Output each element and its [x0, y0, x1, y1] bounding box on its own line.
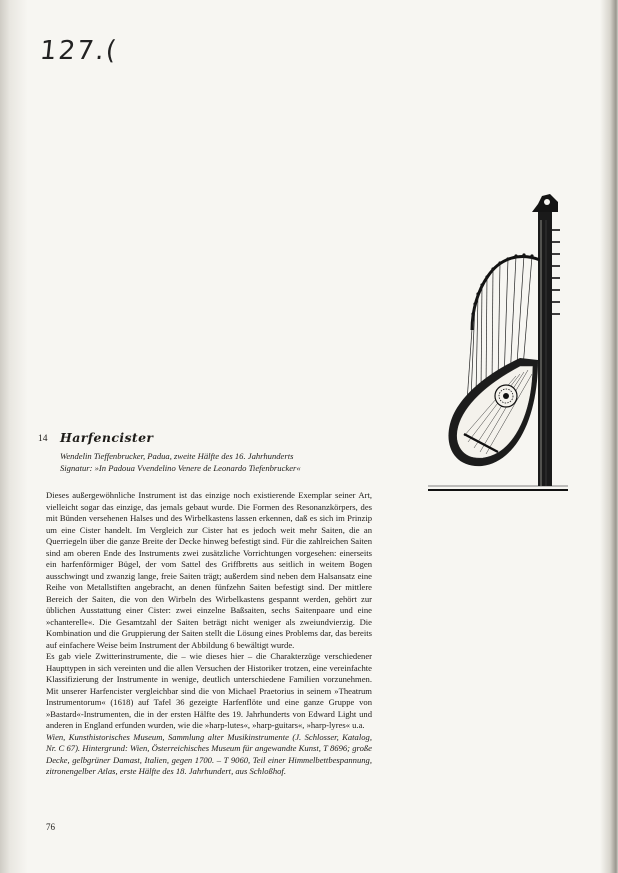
- body-text: [46, 490, 372, 778]
- scan-shadow-left: [0, 0, 30, 873]
- figure-caption-maker: Wendelin Tieffenbrucker, Padua, zweite Hälfte des 16. Jahrhunderts: [60, 451, 294, 461]
- figure-caption-signature: Signatur: »In Padoua Vvendelino Venere de Leonardo Tiefenbrucker«: [60, 463, 301, 473]
- body-paragraph: Dieses außergewöhnliche Instrument ist das einzige noch existierende Exemplar seiner Art, vielleicht sogar das einzige, das jemals gebaut wurde. Die Formen des Resonanzkörpers, des mit Bünden versehenen Halses und des Wirbelkastens lassen erkennen, daß es sich im Prinzip um eine Cister handelt. Im Vergleich zur Cister hat es jedoch weit mehr Saiten, die an Querriegeln über die ganze Breite der Decke hinweg befestigt sind. Für die zahlreichen Saiten sind am oberen Ende des Instruments zwei zusätzliche Vorrichtungen vorgesehen: einerseits ein harfenförmiger Bügel, der vom Sattel des Griffbretts aus seitlich in weitem Bogen ausschwingt und zwanzig lange, freie Saiten trägt; außerdem sind neben dem Halsansatz eine Reihe von Metallstiften angebracht, an denen fünfzehn Saiten befestigt sind. Der mittlere Bereich der Saiten, die von den Wirbeln des Wirbelkastens gespannt werden, gehört zur üblichen Ausstattung einer Cister: zwei einzelne Baßsaiten, sechs Saitenpaare und eine »chanterelle«. Die Gesamtzahl der Saiten beträgt nicht weniger als zweiundvierzig. Die Kombination und die Gruppierung der Saiten stellt die Lösung eines Problems dar, das bereits auf einfachere Weise beim Instrument der Abbildung 6 bewältigt wurde.: [46, 490, 372, 650]
- handwritten-note: 127.(: [38, 36, 120, 66]
- page-number: 76: [46, 822, 55, 832]
- harp-cittern-engraving-icon: [420, 190, 570, 500]
- scan-shadow-right: [600, 0, 618, 873]
- body-paragraph: Es gab viele Zwitterinstrumente, die – wie dieses hier – die Charakterzüge verschiedener Haupttypen in sich vereinten und die allen Versuchen der Historiker trotzen, eine vereinfachte Klassifizierung der Instrumente in wenige, deutlich unterschiedene Familien vorzunehmen. Mit unserer Harfencister vergleichbar sind die von Michael Praetorius in seinem »Theatrum Instrumentorum« (1618) auf Tafel 36 gezeigte Harfenflöte und eine ganze Gruppe von »Bastard«-Instrumenten, die in der ersten Hälfte des 19. Jahrhunderts von Edward Light und anderen in England erfunden wurden, wie die »harp-lutes«, »harp-guitars«, »harp-lyres« u.a.: [46, 651, 372, 730]
- figure-number: 14: [38, 434, 48, 444]
- figure-title: Harfencister: [60, 430, 154, 445]
- collection-reference: Wien, Kunsthistorisches Museum, Sammlung alter Musikinstrumente (J. Schlosser, Katalog, Nr. C 67). Hintergrund: Wien, Österreichisches Museum für angewandte Kunst, T 8696; große Decke, gelbgrüner Damast, Italien, gegen 1700. – T 9060, Teil einer Himmelbettbespannung, zitronengelber Atlas, erste Hälfte des 18. Jahrhundert, aus Schloßhof.: [46, 731, 372, 776]
